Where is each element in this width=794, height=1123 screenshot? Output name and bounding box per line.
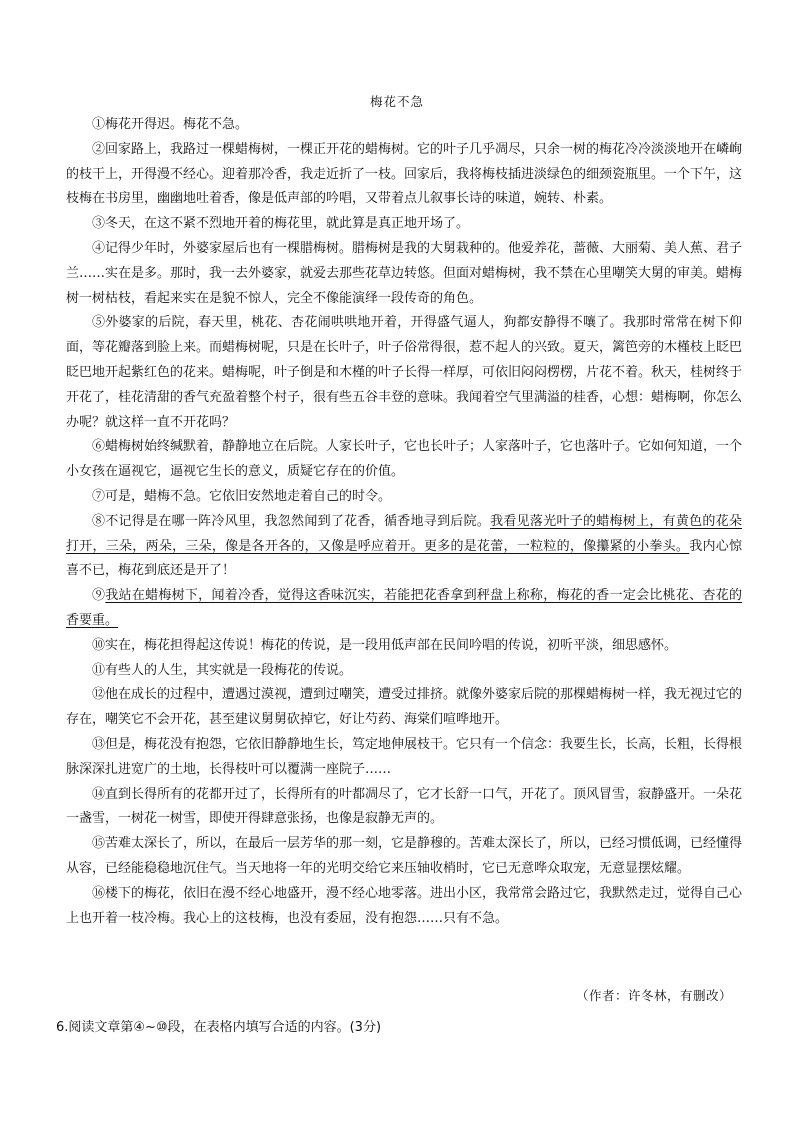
paragraph-16: [66, 882, 742, 932]
article-body: [66, 113, 742, 931]
paragraph-text: ⑨: [92, 588, 106, 604]
paragraph-text: 我内心惊喜不已，梅花到底还是开了！: [66, 538, 742, 579]
paragraph-text: ⑧不记得是在哪一阵冷风里，我忽然闻到了花香，循香地寻到后院。: [92, 513, 491, 529]
paragraph-text: ⑦可是，蜡梅不急。它依旧安然地走着自己的时令。: [92, 488, 392, 504]
paragraph-text: ⑪有些人的人生，其实就是一段梅花的传说。: [92, 662, 353, 678]
paragraph-text: ⑥蜡梅树始终缄默着，静静地立在后院。人家长叶子，它也长叶子；人家落叶子，它也落叶子。它如何知道，一个小女孩在逼视它，逼视它生长的意义，质疑它存在的价值。: [66, 439, 743, 480]
paragraph-text: ⑮苦难太深长了，所以，在最后一层芳华的那一刻，它是静穆的。苦难太深长了，所以，已经习惯低调，已经懂得从容，已经能稳稳地沉住气。当天地将一年的光明交给它来压轴收梢时，它已无意哗众取宠，无意显摆炫耀。: [66, 836, 743, 876]
question-prompt: 6.阅读文章第④~⑩段，在表格内填写合适的内容。(3分): [56, 1020, 382, 1035]
paragraph-4: [66, 237, 742, 311]
paragraph-11: [66, 659, 742, 684]
paragraph-2: [66, 138, 742, 212]
paragraph-text: ①梅花开得迟。梅花不急。: [92, 117, 249, 132]
paragraph-10: [66, 634, 742, 659]
paragraph-text: ③冬天，在这不紧不烈地开着的梅花里，就此算是真正地开场了。: [92, 216, 470, 232]
underlined-sentence: 我看见落光叶子的蜡梅树上，有黄色的花朵打开，三朵，两朵，三朵，像是各开各的，又像是呼应着开。更多的是花蕾，一粒粒的，像攥紧的小拳头。: [66, 513, 742, 554]
paragraph-1: [66, 113, 742, 138]
author-note: （作者：许冬林，有删改）: [575, 988, 732, 1003]
paragraph-text: ⑤外婆家的后院，春天里，桃花、杏花闹哄哄地开着，开得盛气逼人，狗都安静得不嚷了。我那时常常在树下仰面，等花瓣落到脸上来。而蜡梅树呢，只是在长叶子，叶子俗常得很，惹不起人的兴致。夏天，篱笆旁的木槿枝上眨巴眨巴地开起紫红色的花来。蜡梅呢，叶子倒是和木槿的叶子长得一样厚，可依旧闷闷楞楞，片花不着。秋天，桂树终于开花了，桂花清甜的香气充盈着整个村子，很有些五谷丰登的意味。我闻着空气里满溢的桂香，心想：蜡梅啊，你怎么办呢？就这样一直不开花吗？: [66, 315, 743, 430]
paragraph-text: ⑬但是，梅花没有抱怨，它依旧静静地生长，笃定地伸展枝干。它只有一个信念：我要生长，长高，长粗，长得根脉深深扎进宽广的土地，长得枝叶可以覆满一座院子……: [66, 736, 743, 777]
paragraph-text: ⑫他在成长的过程中，遭遇过漠视，遭到过嘲笑，遭受过排挤。就像外婆家后院的那棵蜡梅树一样，我无视过它的存在，嘲笑它不会开花，甚至建议舅舅砍掉它，好让芍药、海棠们喧哗地开。: [66, 687, 743, 728]
paragraph-7: [66, 485, 742, 510]
paragraph-6: [66, 435, 742, 485]
paragraph-14: [66, 783, 742, 833]
paragraph-text: ⑩实在，梅花担得起这传说！梅花的传说，是一段用低声部在民间吟唱的传说，初听平淡，细思感怀。: [92, 637, 678, 653]
paragraph-3: [66, 212, 742, 237]
paragraph-text: ④记得少年时，外婆家屋后也有一棵腊梅树。腊梅树是我的大舅栽种的。他爱养花，蔷薇、大丽菊、美人蕉、君子兰……实在是多。那时，我一去外婆家，就爱去那些花草边转悠。但面对蜡梅树，我不禁在心里嘲笑大舅的审美。蜡梅树一树枯枝，看起来实在是貌不惊人，完全不像能演绎一段传奇的角色。: [66, 240, 743, 306]
paragraph-8: [66, 510, 742, 584]
paragraph-text: ⑭直到长得所有的花都开过了，长得所有的叶都凋尽了，它才长舒一口气，开花了。顶风冒雪，寂静盛开。一朵花一盏雪，一树花一树雪，即使开得肆意张扬，也像是寂静无声的。: [66, 786, 743, 827]
paragraph-text: ②回家路上，我路过一棵蜡梅树，一棵正开花的蜡梅树。它的叶子几乎凋尽，只余一树的梅花冷冷淡淡地开在嶙峋的枝干上，开得漫不经心。迎着那冷香，我走近折了一枝。回家后，我将梅枝插进淡绿色的细颈瓷瓶里。一个下午，这枝梅在书房里，幽幽地吐着香，像是低声部的吟唱，又带着点儿叙事长诗的味道，婉转、朴素。: [66, 141, 743, 207]
paragraph-13: [66, 733, 742, 783]
underlined-sentence: 我站在蜡梅树下，闻着冷香，觉得这香味沉实，若能把花香拿到秤盘上称称，梅花的香一定会比桃花、杏花的香要重。: [66, 588, 742, 628]
paragraph-9: [66, 584, 742, 634]
paragraph-text: ⑯楼下的梅花，依旧在漫不经心地盛开，漫不经心地零落。进出小区，我常常会路过它，我默然走过，觉得自己心上也开着一枝冷梅。我心上的这枝梅，也没有委屈，没有抱怨……只有不急。: [66, 885, 743, 926]
article-title: 梅花不急: [369, 94, 424, 109]
paragraph-12: [66, 683, 742, 733]
paragraph-15: [66, 832, 742, 882]
paragraph-5: [66, 311, 742, 435]
